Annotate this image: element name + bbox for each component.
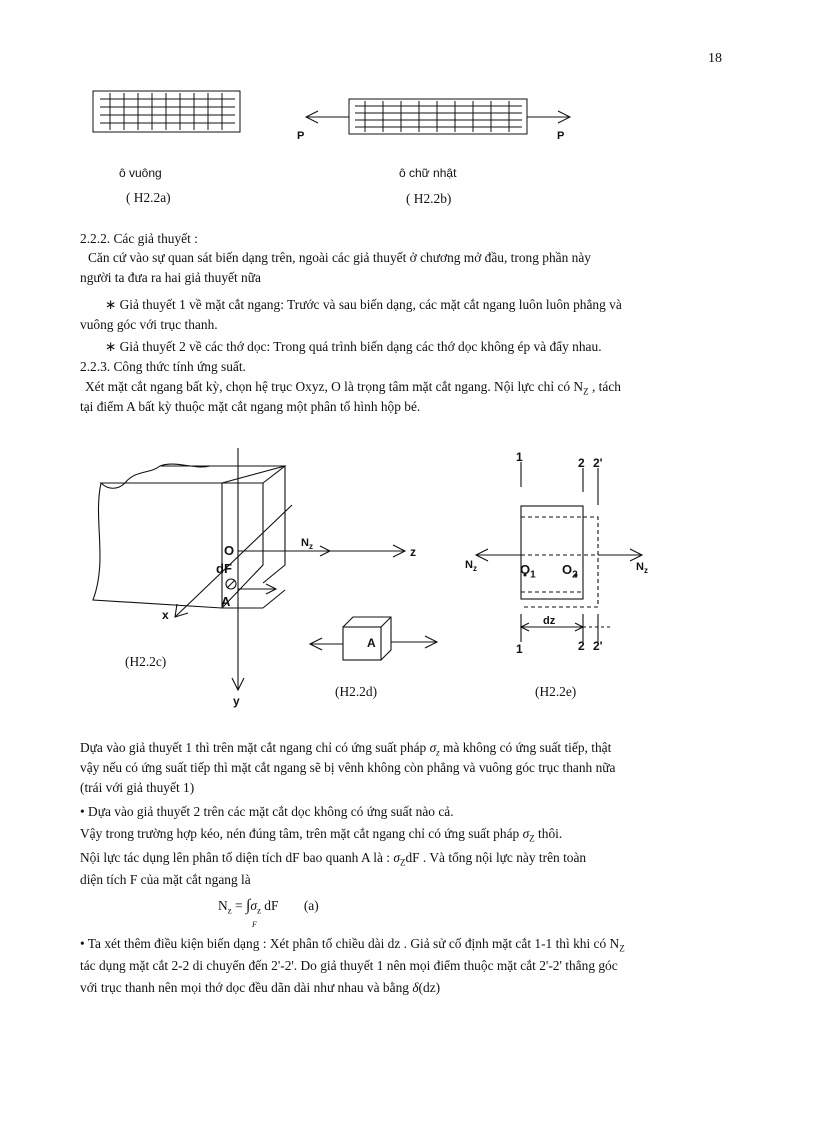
bar-outline bbox=[101, 466, 285, 608]
hypothesis-1: vuông góc với trục thanh. bbox=[80, 317, 218, 332]
hypothesis-2: ∗ Giả thuyết 2 về các thớ dọc: Trong quá trình biến dạng các thớ dọc không ép và đẩy nhau. bbox=[105, 339, 602, 354]
label-section-1-top: 1 bbox=[516, 450, 523, 464]
heading-2-2-3: 2.2.3. Công thức tính ứng suất. bbox=[80, 359, 246, 374]
paragraph: Dựa vào giả thuyết 1 thì trên mặt cắt ngang chỉ có ứng suất pháp $\sigma_z$ mà không có ứng suất tiếp, thật bbox=[80, 740, 612, 758]
label-section-2-top: 2 bbox=[578, 456, 585, 470]
paragraph: Nội lực tác dụng lên phân tố diện tích dF bao quanh A là : $\sigma_ZdF$ . Và tổng nội lực này trên toàn bbox=[80, 850, 587, 868]
label-section-1-bottom: 1 bbox=[516, 642, 523, 656]
label-nz-left: $N_z$ bbox=[465, 559, 477, 574]
paragraph: Căn cứ vào sự quan sát biến dạng trên, ngoài các giả thuyết ở chương mở đầu, trong phần này bbox=[88, 250, 591, 265]
paragraph: • Ta xét thêm điều kiện biến dạng : Xét phân tố chiều dài dz . Giả sử cố định mặt cắt 1-1 thì khi có $N_Z$ bbox=[80, 936, 625, 954]
label-x: x bbox=[162, 608, 169, 622]
label-h22a: ( H2.2a) bbox=[126, 190, 171, 205]
paragraph: tại điểm A bất kỳ thuộc mặt cắt ngang một phân tố hình hộp bé. bbox=[80, 399, 421, 414]
paragraph: Xét mặt cắt ngang bất kỳ, chọn hệ trục Oxyz, O là trọng tâm mặt cắt ngang. Nội lực chỉ có $N_Z$ , tách bbox=[85, 379, 621, 397]
label-y: y bbox=[233, 694, 240, 708]
label-a: A bbox=[221, 594, 231, 609]
caption-h22b: ô chữ nhật bbox=[399, 166, 457, 180]
paragraph: vậy nếu có ứng suất tiếp thì mặt cắt ngang sẽ bị vênh không còn phẳng và vuông góc trục thanh nữa bbox=[80, 760, 616, 775]
label-z: z bbox=[410, 545, 416, 559]
label-o: O bbox=[224, 543, 235, 558]
label-nz: $N_z$ bbox=[301, 537, 313, 552]
paragraph: với trục thanh nên mọi thớ dọc đều dãn dài như nhau và bằng δ(dz) bbox=[80, 980, 441, 995]
label-dz: dz bbox=[543, 615, 556, 627]
paragraph: (trái với giả thuyết 1) bbox=[80, 780, 195, 795]
paragraph: người ta đưa ra hai giả thuyết nữa bbox=[80, 270, 261, 285]
label-cube-a: A bbox=[367, 636, 376, 650]
force-p-left: P bbox=[297, 130, 305, 142]
page-number: 18 bbox=[708, 51, 722, 66]
label-section-2p-bottom: 2' bbox=[593, 639, 603, 653]
equation-int-limit: F bbox=[252, 920, 257, 929]
label-df: dF bbox=[216, 561, 232, 576]
heading-2-2-2: 2.2.2. Các giả thuyết : bbox=[80, 231, 198, 246]
caption-h22a: ô vuông bbox=[119, 166, 162, 180]
label-o1: $O_1$ bbox=[520, 562, 536, 581]
label-h22d: (H2.2d) bbox=[335, 684, 378, 699]
paragraph: diện tích F của mặt cắt ngang là bbox=[80, 872, 251, 887]
label-h22c: (H2.2c) bbox=[125, 654, 167, 669]
label-o2: $O_2$ bbox=[562, 562, 578, 581]
force-p-right: P bbox=[557, 130, 565, 142]
paragraph: Vậy trong trường hợp kéo, nén đúng tâm, trên mặt cắt ngang chỉ có ứng suất pháp $\sigma_Z$ thôi. bbox=[80, 826, 563, 844]
label-h22e: (H2.2e) bbox=[535, 684, 577, 699]
label-section-2-bottom: 2 bbox=[578, 639, 585, 653]
label-section-2p-top: 2' bbox=[593, 456, 603, 470]
label-nz-right: $N_z$ bbox=[636, 561, 648, 576]
equation-a: $N_z = \int\sigma_z$ dF (a) bbox=[218, 897, 319, 916]
label-h22b: ( H2.2b) bbox=[406, 191, 452, 206]
hypothesis-1: ∗ Giả thuyết 1 về mặt cắt ngang: Trước và sau biến dạng, các mặt cắt ngang luôn luôn phẳng và bbox=[105, 297, 622, 312]
paragraph: • Dựa vào giả thuyết 2 trên các mặt cắt dọc không có ứng suất nào cả. bbox=[80, 804, 454, 819]
paragraph: tác dụng mặt cắt 2-2 di chuyển đến 2'-2'. Do giả thuyết 1 nên mọi điểm thuộc mặt cắt 2'-2' thẳng góc bbox=[80, 958, 618, 973]
